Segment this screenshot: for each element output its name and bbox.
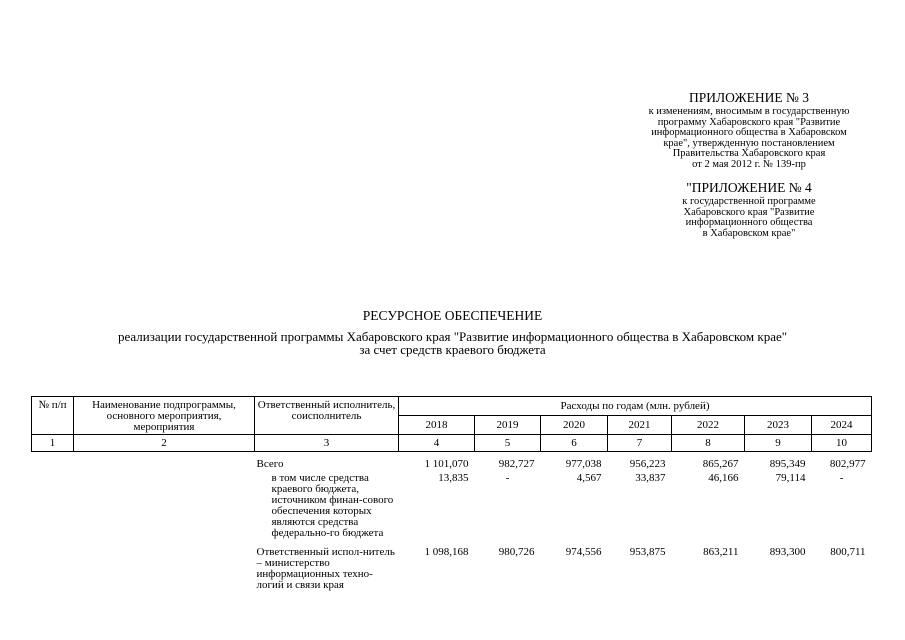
document-title: РЕСУРСНОЕ ОБЕСПЕЧЕНИЕ	[362, 308, 543, 323]
row-value: 863,211	[703, 546, 739, 558]
appendix-3-block	[618, 90, 880, 171]
row-label: Ответственный испол-нитель – министерство информационных техно-логий и связи края	[256, 546, 395, 591]
header-year: 2021	[608, 416, 672, 435]
header-executor: Ответственный исполнитель, соисполнитель	[255, 397, 399, 435]
row-value: 977,038	[565, 458, 602, 470]
row-value: 800,711	[830, 546, 866, 558]
appendix-3-text	[618, 107, 880, 171]
appendix-4-block	[618, 180, 880, 239]
column-index: 10	[812, 435, 872, 452]
column-index: 7	[608, 435, 672, 452]
table-row	[32, 470, 872, 539]
column-index: 6	[541, 435, 608, 452]
row-value: 802,977	[829, 458, 866, 470]
row-value: -	[839, 472, 844, 484]
row-value: 46,166	[708, 472, 739, 484]
appendix-3-line: информационного общества в Хабаровском	[651, 127, 847, 139]
subtitle-line: за счет средств краевого бюджета	[359, 341, 546, 357]
header-expenses: Расходы по годам (млн. рублей)	[399, 397, 872, 416]
row-value: 893,300	[769, 546, 806, 558]
table-row	[32, 539, 872, 591]
appendix-4-text	[618, 197, 880, 239]
row-value: 33,837	[635, 472, 666, 484]
row-label: Всего	[256, 458, 284, 470]
column-index: 5	[475, 435, 541, 452]
column-index: 3	[255, 435, 399, 452]
column-index: 1	[32, 435, 74, 452]
resource-table	[31, 396, 872, 591]
row-value: 4,567	[576, 472, 602, 484]
header-year: 2020	[541, 416, 608, 435]
row-value: 1 101,070	[424, 458, 469, 470]
appendix-4-title: "ПРИЛОЖЕНИЕ № 4	[686, 180, 812, 195]
header-year: 2018	[399, 416, 475, 435]
appendix-4-line: информационного общества	[685, 217, 813, 229]
header-year: 2019	[475, 416, 541, 435]
appendix-3-line: крае", утвержденную постановлением	[663, 137, 835, 149]
row-value: 974,556	[565, 546, 602, 558]
document-subtitle	[0, 331, 905, 356]
column-index: 9	[745, 435, 812, 452]
appendix-3-line: от 2 мая 2012 г. № 139-пр	[692, 158, 806, 170]
header-row-1	[32, 397, 872, 416]
header-name: Наименование подпрограммы, основного мероприятия, мероприятия	[74, 397, 255, 435]
appendix-3-title: ПРИЛОЖЕНИЕ № 3	[688, 90, 810, 105]
column-index: 2	[74, 435, 255, 452]
column-index: 8	[672, 435, 745, 452]
header-num: № п/п	[32, 397, 74, 435]
row-value: -	[505, 472, 510, 484]
row-value: 980,726	[498, 546, 535, 558]
row-value: 982,727	[498, 458, 535, 470]
row-value: 1 098,168	[424, 546, 469, 558]
appendix-4-line: к государственной программе	[682, 196, 816, 207]
appendix-4-line: в Хабаровском крае"	[702, 227, 796, 239]
column-index-row	[32, 435, 872, 452]
subtitle-line: реализации государственной программы Хабаровского края "Развитие информационного общества в Хабаровском крае"	[117, 329, 788, 344]
appendix-3-line: программу Хабаровского края "Развитие	[657, 116, 841, 128]
header-year: 2023	[745, 416, 812, 435]
column-index: 4	[399, 435, 475, 452]
appendix-3-line: к изменениям, вносимым в государственную	[648, 106, 850, 117]
row-value: 956,223	[629, 458, 666, 470]
appendix-4-line: Хабаровского края "Развитие	[683, 206, 815, 218]
row-value: 13,835	[438, 472, 469, 484]
row-value: 953,875	[629, 546, 666, 558]
appendix-3-line: Правительства Хабаровского края	[672, 148, 826, 160]
header-year: 2024	[812, 416, 872, 435]
row-value: 79,114	[775, 472, 806, 484]
table-row	[32, 459, 872, 470]
row-value: 865,267	[702, 458, 739, 470]
header-year: 2022	[672, 416, 745, 435]
row-value: 895,349	[769, 458, 806, 470]
row-label: в том числе средства краевого бюджета, источником финан-сового обеспечения которых являются средства федерально-го бюджета	[271, 472, 394, 539]
